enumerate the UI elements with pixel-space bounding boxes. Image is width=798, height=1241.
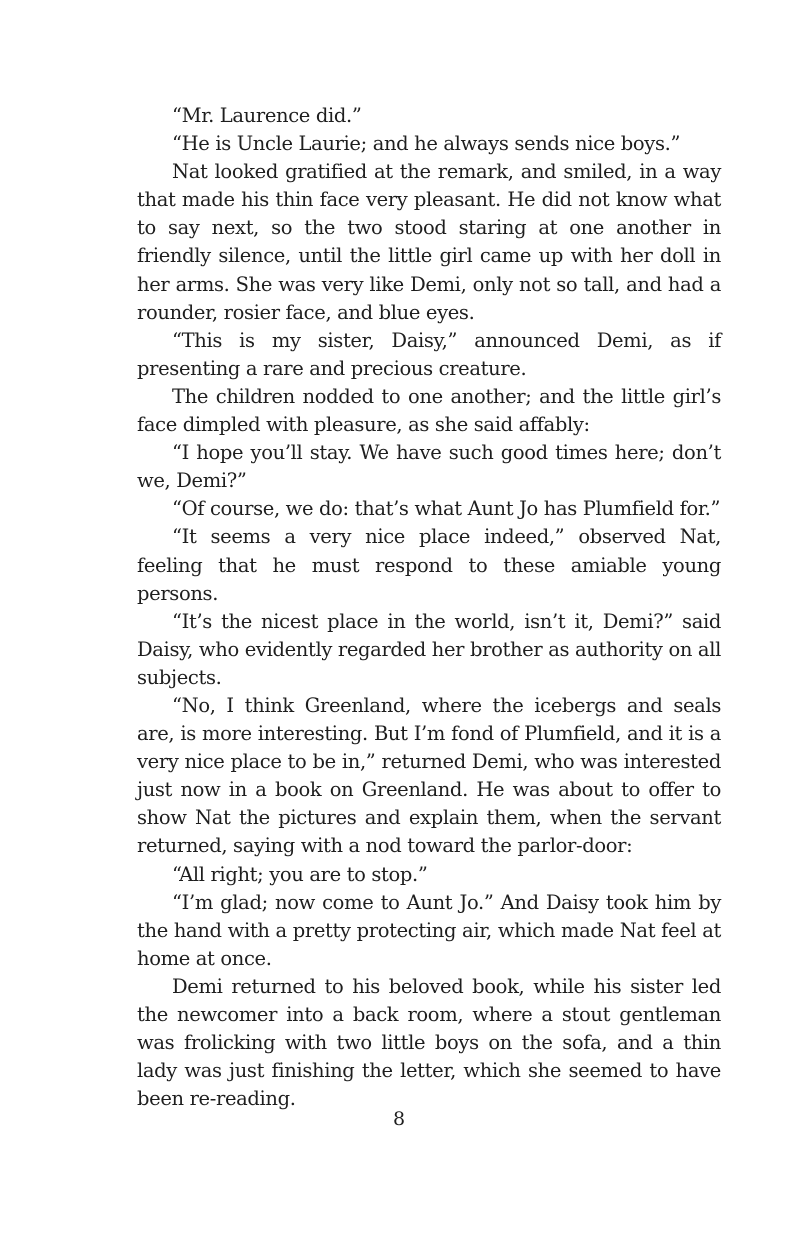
paragraph: Nat looked gratified at the remark, and smiled, in a way that made his thin face very pleasant. He did not know what to say next, so the two stood staring at one another in friendly silence, until the little girl came up with her doll in her arms. She was very like Demi, only not so tall, and had a rounder, rosier face, and blue eyes. <box>137 160 721 324</box>
page-number: 8 <box>392 1108 406 1130</box>
page-body <box>137 102 721 1113</box>
paragraph: “It’s the nicest place in the world, isn’t it, Demi?” said Daisy, who evidently regarded her brother as authority on all subjects. <box>137 609 721 689</box>
paragraph: Demi returned to his beloved book, while his sister led the newcomer into a back room, where a stout gentleman was frolicking with two little boys on the sofa, and a thin lady was just finishing the letter, which she seemed to have been re-reading. <box>137 974 721 1111</box>
paragraph: “This is my sister, Daisy,” announced Demi, as if presenting a rare and precious creature. <box>137 328 721 380</box>
paragraph: “I hope you’ll stay. We have such good times here; don’t we, Demi?” <box>137 441 721 493</box>
paragraph: “All right; you are to stop.” <box>172 862 428 886</box>
paragraph: “It seems a very nice place indeed,” observed Nat, feeling that he must respond to these amiable young persons. <box>137 525 721 605</box>
paragraph: “I’m glad; now come to Aunt Jo.” And Daisy took him by the hand with a pretty protecting air, which made Nat feel at home at once. <box>137 890 721 970</box>
paragraph: “Of course, we do: that’s what Aunt Jo has Plumfield for.” <box>172 497 721 521</box>
paragraph: The children nodded to one another; and the little girl’s face dimpled with pleasure, as she said affably: <box>137 384 721 437</box>
paragraph: “No, I think Greenland, where the icebergs and seals are, is more interesting. But I’m fond of Plumfield, and it is a very nice place to be in,” returned Demi, who was interested just now in a book on Greenland. He was about to offer to show Nat the pictures and explain them, when the servant returned, saying with a nod toward the parlor-door: <box>137 693 721 858</box>
paragraph: “He is Uncle Laurie; and he always sends nice boys.” <box>172 132 681 156</box>
paragraph: “Mr. Laurence did.” <box>172 104 362 127</box>
